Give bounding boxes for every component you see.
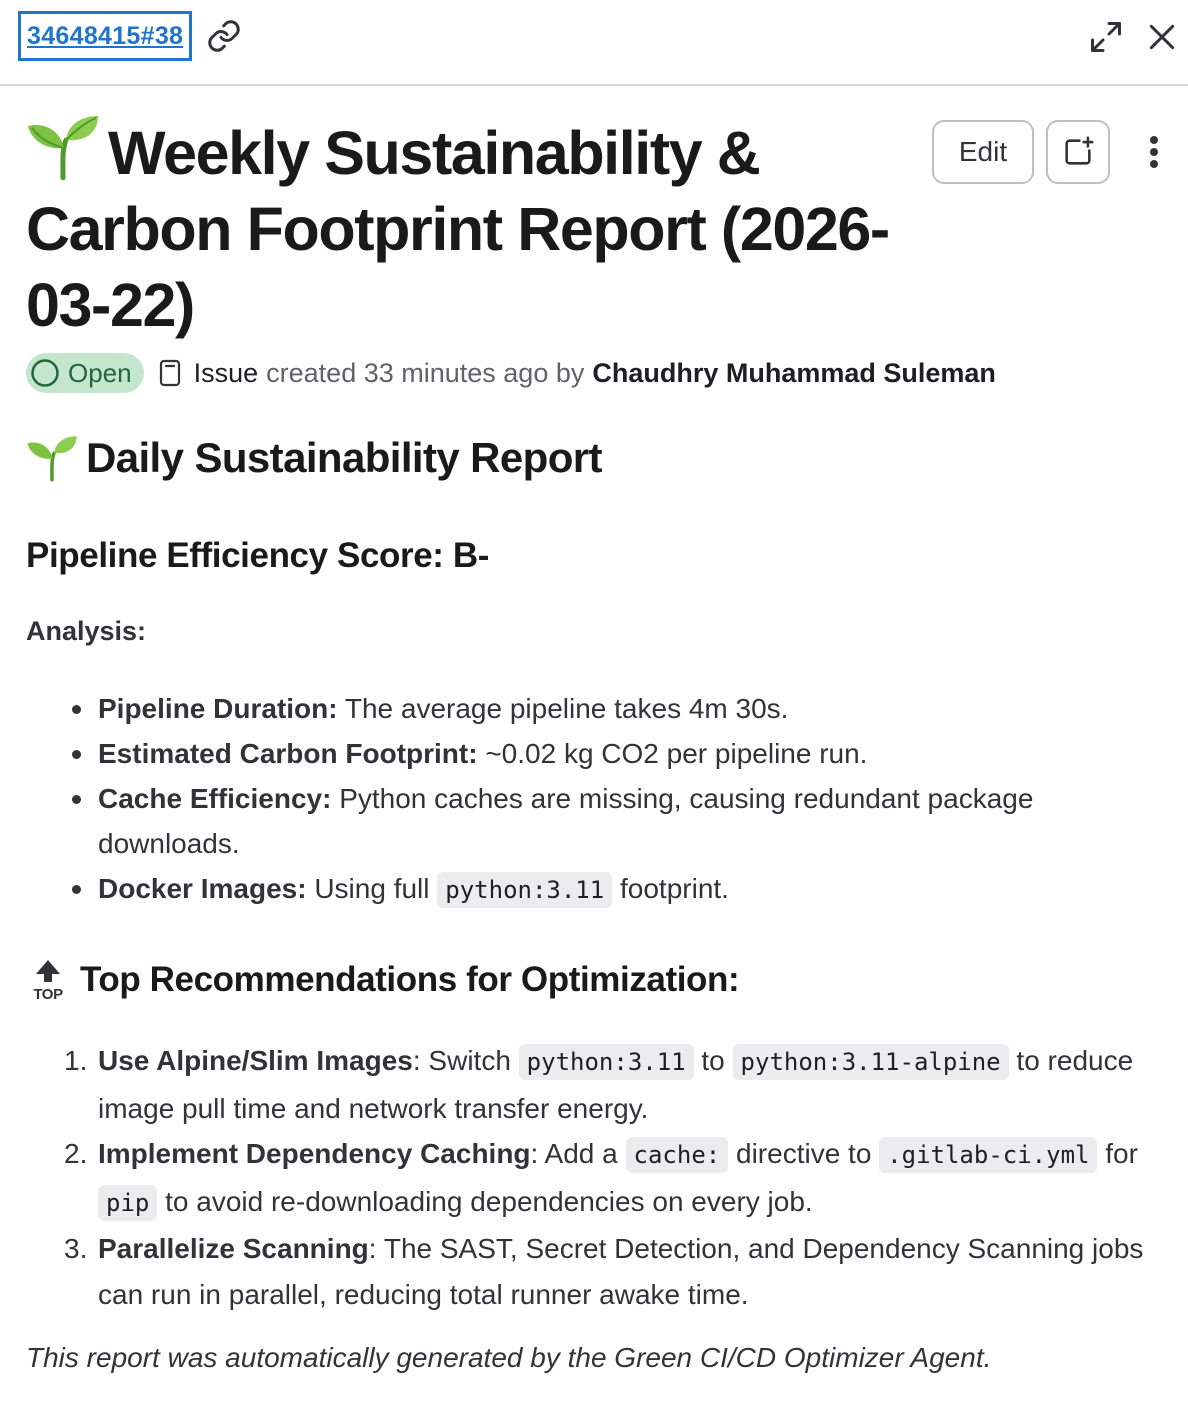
list-item: [64, 1226, 1186, 1317]
status-badge: [26, 353, 144, 393]
recommendations-list: [64, 1038, 1186, 1317]
svg-text:TOP: TOP: [33, 986, 63, 1002]
item-text: Python caches are missing, causing redundant package downloads.: [98, 783, 1034, 859]
item-text: to avoid re-downloading dependencies on every job.: [157, 1185, 813, 1217]
item-label: Implement Dependency Caching: [98, 1138, 531, 1169]
edit-button[interactable]: Edit: [932, 120, 1034, 184]
item-text: footprint.: [612, 873, 729, 904]
issue-title-text: Weekly Sustainability & Carbon Footprint Report (2026-03-22): [26, 119, 889, 339]
issue-reference-link[interactable]: 34648415#38: [18, 11, 192, 61]
issue-type-label: Issue: [193, 357, 259, 388]
item-number: 2.: [64, 1138, 88, 1169]
add-todo-button[interactable]: [1046, 120, 1110, 184]
drawer-header: [0, 0, 1188, 86]
item-text: : The SAST, Secret Detection, and Dependency Scanning jobs can run in parallel, reducing total runner awake time.: [98, 1233, 1144, 1310]
sprout-icon: [26, 434, 78, 482]
inline-code: pip: [98, 1185, 157, 1221]
expand-icon[interactable]: [1088, 19, 1124, 55]
item-text: ~0.02 kg CO2 per pipeline run.: [477, 738, 868, 769]
recommendations-heading: [30, 958, 739, 1002]
list-item: [64, 1131, 1186, 1226]
list-item: [98, 686, 1158, 731]
issue-meta: [26, 352, 996, 394]
top-arrow-icon: [30, 958, 66, 1002]
more-actions-button[interactable]: [1136, 130, 1172, 174]
list-item: [98, 866, 1158, 913]
item-text: : Switch: [412, 1045, 519, 1076]
status-text: Open: [68, 357, 132, 388]
analysis-label: Analysis:: [26, 616, 147, 646]
item-label: Estimated Carbon Footprint:: [98, 738, 478, 769]
issue-open-icon: [30, 358, 60, 388]
issue-type-icon: [158, 358, 182, 388]
ellipsis-v-icon: [1148, 134, 1160, 170]
item-text: : Add a: [530, 1138, 626, 1169]
analysis-list: [98, 686, 1158, 913]
created-text: created 33 minutes ago by: [266, 357, 585, 388]
inline-code: python:3.11-alpine: [733, 1044, 1009, 1080]
list-item: [98, 776, 1158, 866]
inline-code: python:3.11: [519, 1044, 694, 1080]
sprout-icon: [26, 114, 100, 180]
item-label: Use Alpine/Slim Images: [98, 1045, 413, 1076]
item-number: 3.: [64, 1233, 88, 1264]
list-item: [98, 731, 1158, 776]
inline-code: .gitlab-ci.yml: [879, 1137, 1097, 1173]
item-label: Cache Efficiency:: [98, 783, 332, 814]
todo-add-icon: [1061, 135, 1095, 169]
item-text: The average pipeline takes 4m 30s.: [337, 693, 789, 724]
close-icon[interactable]: [1146, 21, 1178, 53]
item-text: to reduce image pull time and network transfer energy.: [98, 1045, 1134, 1124]
report-heading: [26, 434, 602, 482]
inline-code: cache:: [626, 1137, 729, 1173]
item-text: directive to: [728, 1138, 880, 1169]
item-number: 1.: [64, 1045, 88, 1076]
inline-code: python:3.11: [437, 872, 612, 908]
report-footer: This report was automatically generated by the Green CI/CD Optimizer Agent.: [26, 1342, 992, 1373]
item-label: Pipeline Duration:: [98, 693, 338, 724]
item-text: Using full: [306, 873, 438, 904]
link-icon[interactable]: [206, 18, 242, 54]
item-label: Docker Images:: [98, 873, 307, 904]
item-text: to: [693, 1045, 733, 1076]
issue-title: [26, 114, 926, 343]
item-label: Parallelize Scanning: [98, 1233, 369, 1264]
recommendations-heading-text: Top Recommendations for Optimization:: [80, 960, 740, 999]
report-heading-text: Daily Sustainability Report: [86, 434, 602, 481]
item-text: for: [1097, 1138, 1138, 1169]
list-item: [64, 1038, 1186, 1131]
score-heading: Pipeline Efficiency Score: B-: [26, 536, 489, 575]
author-link[interactable]: Chaudhry Muhammad Suleman: [592, 357, 996, 388]
